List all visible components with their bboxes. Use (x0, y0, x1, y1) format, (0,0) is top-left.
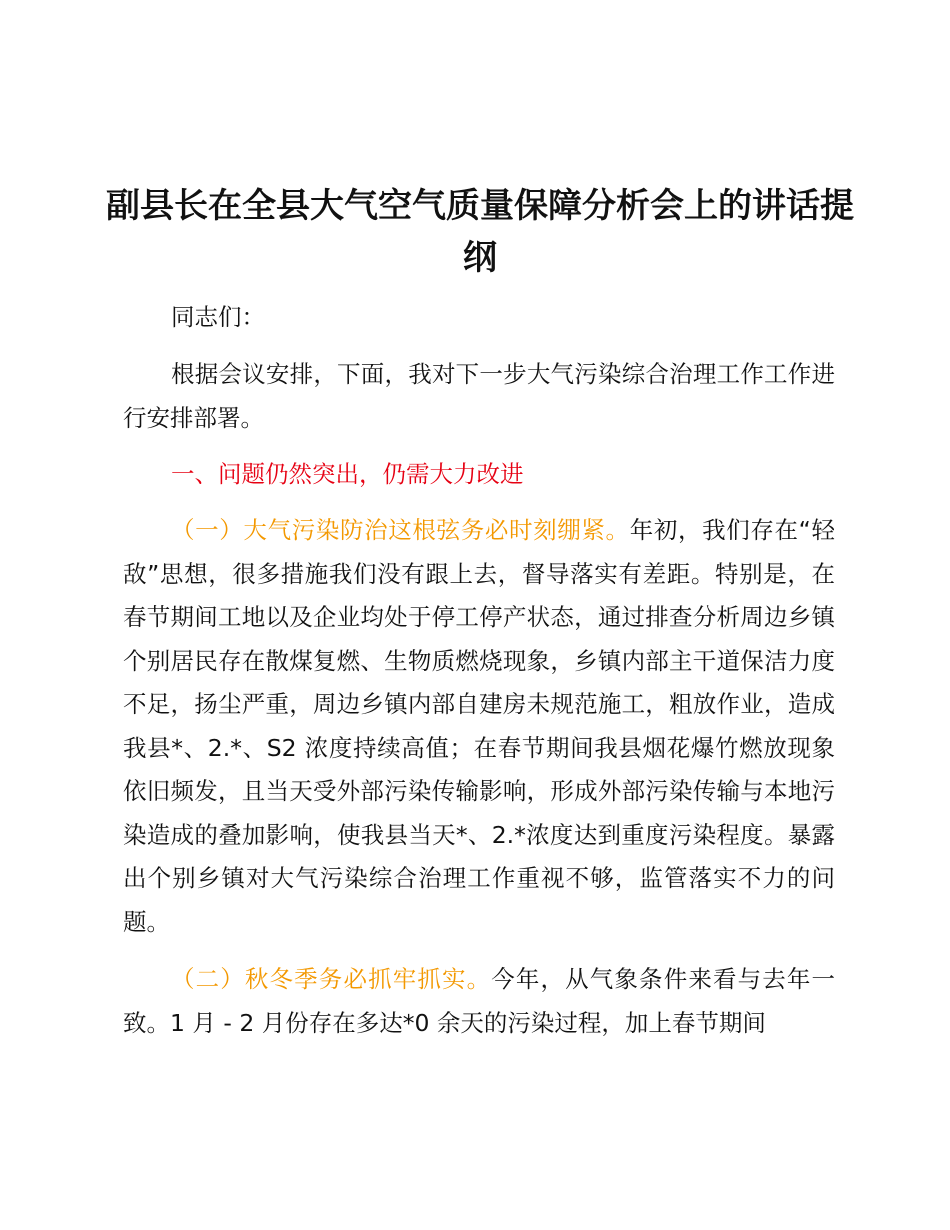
document-title: 副县长在全县大气空气质量保障分析会上的讲话提纲 (106, 186, 854, 278)
paragraph-1-subheading: （一）大气污染防治这根弦务必时刻绷紧。 (171, 516, 630, 544)
paragraph-1-text: 年初，我们存在“轻敌”思想，很多措施我们没有跟上去，督导落实有差距。特别是，在春节期间工地以及企业均处于停工停产状态，通过排查分析周边乡镇个别居民存在散煤复燃、生物质燃烧现象，乡镇内部主干道保洁力度不足，扬尘严重，周边乡镇内部自建房未规范施工，粗放作业，造成我县*、2.*、S2 浓度持续高值；在春节期间我县烟花爆竹燃放现象依旧频发，且当天受外部污染传输影响，形成外部污染传输与本地污染造成的叠加影响，使我县当天*、2.*浓度达到重度污染程度。暴露出个别乡镇对大气污染综合治理工作重视不够，监管落实不力的问题。 (123, 516, 835, 936)
greeting: 同志们： (171, 303, 265, 331)
section-heading-1: 一、问题仍然突出，仍需大力改进 (171, 460, 524, 488)
paragraph-2 (123, 958, 835, 1045)
intro-paragraph: 根据会议安排，下面，我对下一步大气污染综合治理工作工作进行安排部署。 (123, 360, 835, 432)
paragraph-1 (123, 509, 835, 944)
paragraph-2-subheading: （二）秋冬季务必抓牢抓实。 (171, 965, 492, 993)
paragraph-2-text: 今年，从气象条件来看与去年一致。1 月 - 2 月份存在多达*0 余天的污染过程，加上春节期间 (123, 965, 835, 1037)
